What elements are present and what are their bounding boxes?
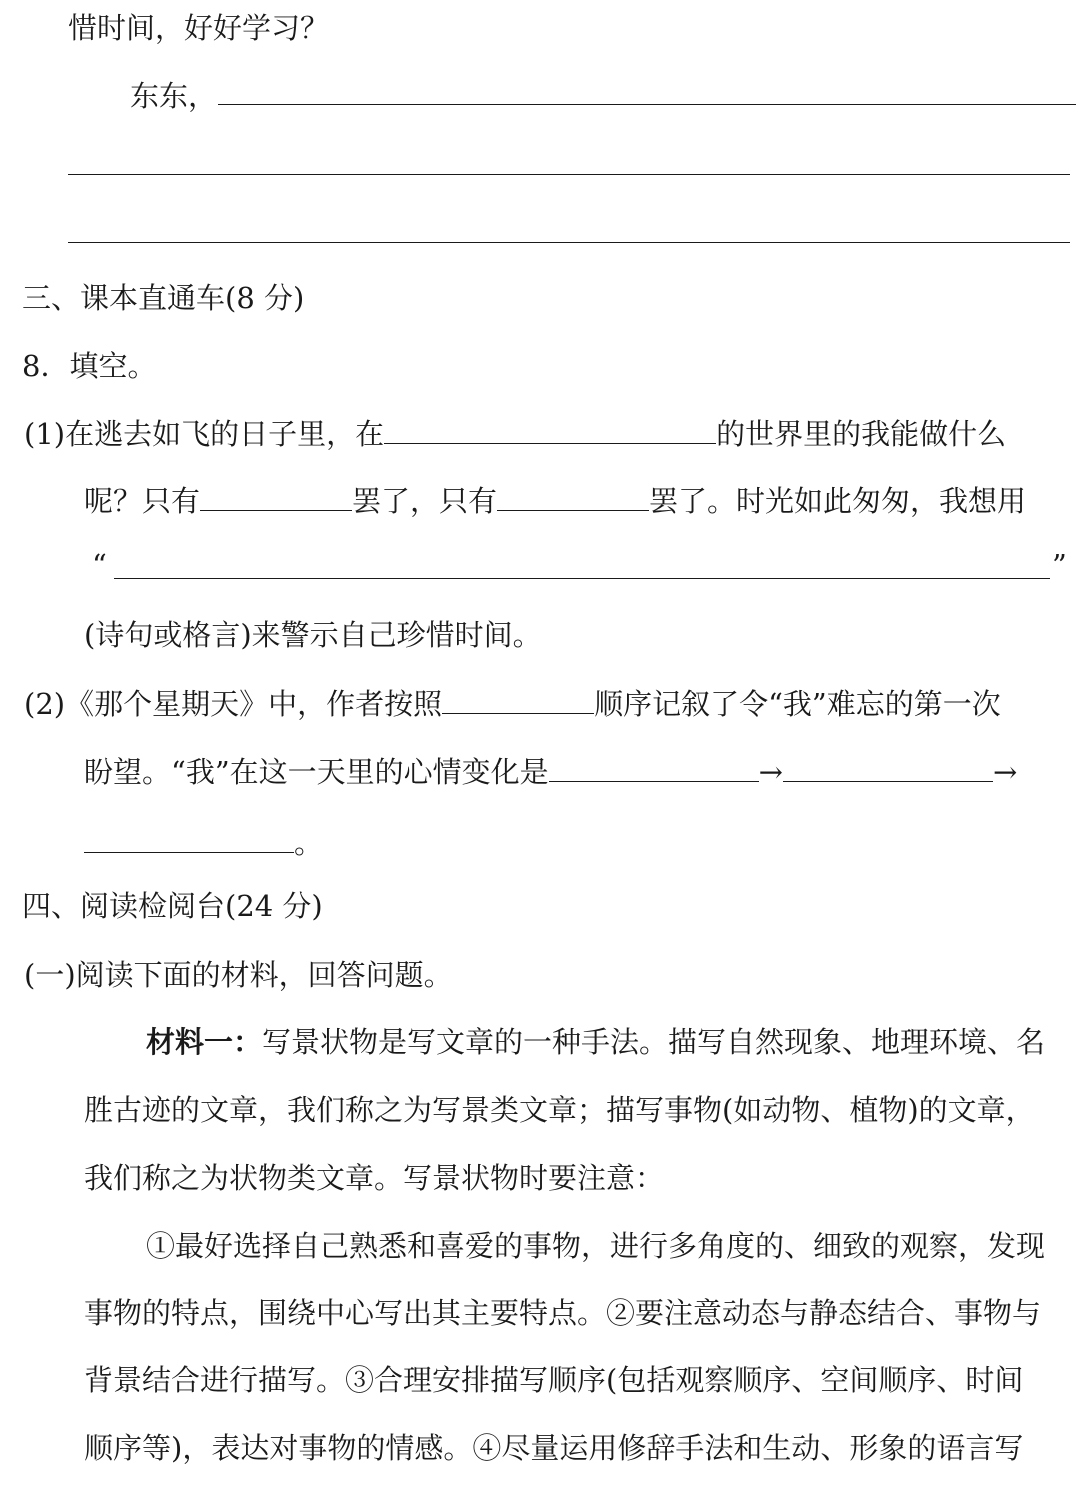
question-number: 8．填空。 bbox=[22, 349, 157, 383]
paragraph-line: 胜古迹的文章，我们称之为写景类文章；描写事物(如动物、植物)的文章， bbox=[84, 1093, 1035, 1127]
text-fragment: 写景状物是写文章的一种手法。描写自然现象、地理环境、名 bbox=[262, 1025, 1046, 1059]
text-fragment: 的世界里的我能做什么 bbox=[716, 417, 1007, 451]
section-heading: 四、阅读检阅台(24 分) bbox=[22, 889, 323, 923]
fill-blank[interactable] bbox=[84, 822, 294, 853]
text-line: 惜时间，好好学习？ bbox=[68, 11, 330, 45]
answer-blank[interactable] bbox=[218, 104, 1076, 105]
arrow-icon: → bbox=[992, 755, 1018, 789]
text-fragment: 罢了，只有 bbox=[352, 484, 498, 518]
close-quote: ” bbox=[1052, 548, 1067, 582]
text-fragment: 呢？只有 bbox=[84, 484, 201, 518]
text-fragment: 。 bbox=[294, 826, 324, 860]
paragraph-line: 顺序等)，表达对事物的情感。④尽量运用修辞手法和生动、形象的语言写 bbox=[84, 1431, 1024, 1465]
paragraph-line: ①最好选择自己熟悉和喜爱的事物，进行多角度的、细致的观察，发现 bbox=[146, 1229, 1046, 1263]
section-heading: 三、课本直通车(8 分) bbox=[22, 281, 305, 315]
fill-blank[interactable] bbox=[783, 751, 993, 782]
text-fragment: 顺序记叙了令“我”难忘的第一次 bbox=[594, 687, 1001, 721]
question-text bbox=[24, 413, 1006, 453]
fill-blank[interactable] bbox=[384, 413, 716, 444]
question-text: (诗句或格言)来警示自己珍惜时间。 bbox=[84, 618, 542, 652]
fill-blank[interactable] bbox=[549, 751, 759, 782]
text-fragment: 东东， bbox=[130, 79, 218, 113]
open-quote: “ bbox=[92, 548, 107, 582]
text-fragment: 阅读下面的材料，回答问题。 bbox=[75, 958, 453, 992]
item-number: (一) bbox=[24, 958, 76, 992]
paragraph-line: 背景结合进行描写。③合理安排描写顺序(包括观察顺序、空间顺序、时间 bbox=[84, 1363, 1024, 1397]
question-text bbox=[84, 822, 323, 862]
paragraph-line: 事物的特点，围绕中心写出其主要特点。②要注意动态与静态结合、事物与 bbox=[84, 1296, 1042, 1330]
fill-blank[interactable] bbox=[200, 480, 352, 511]
material-label: 材料一： bbox=[146, 1025, 263, 1059]
answer-line-dongdong bbox=[130, 76, 217, 116]
question-text bbox=[24, 955, 453, 995]
answer-blank[interactable] bbox=[68, 242, 1070, 243]
fill-blank[interactable] bbox=[114, 578, 1050, 579]
text-fragment: 《那个星期天》中，作者按照 bbox=[65, 687, 443, 721]
item-number: (2) bbox=[24, 687, 66, 721]
paragraph-line: 我们称之为状物类文章。写景状物时要注意： bbox=[84, 1161, 665, 1195]
question-text bbox=[84, 751, 1017, 791]
text-fragment: 罢了。时光如此匆匆，我想用 bbox=[649, 484, 1027, 518]
question-text bbox=[84, 480, 1026, 520]
fill-blank[interactable] bbox=[442, 683, 594, 714]
arrow-icon: → bbox=[758, 755, 783, 789]
paragraph-line bbox=[146, 1022, 1045, 1062]
question-text bbox=[24, 683, 1001, 723]
text-fragment: 盼望。“我”在这一天里的心情变化是 bbox=[84, 755, 549, 789]
text-fragment: 在逃去如飞的日子里，在 bbox=[65, 417, 385, 451]
answer-blank[interactable] bbox=[68, 174, 1070, 175]
fill-blank[interactable] bbox=[497, 480, 649, 511]
item-number: (1) bbox=[24, 417, 66, 451]
